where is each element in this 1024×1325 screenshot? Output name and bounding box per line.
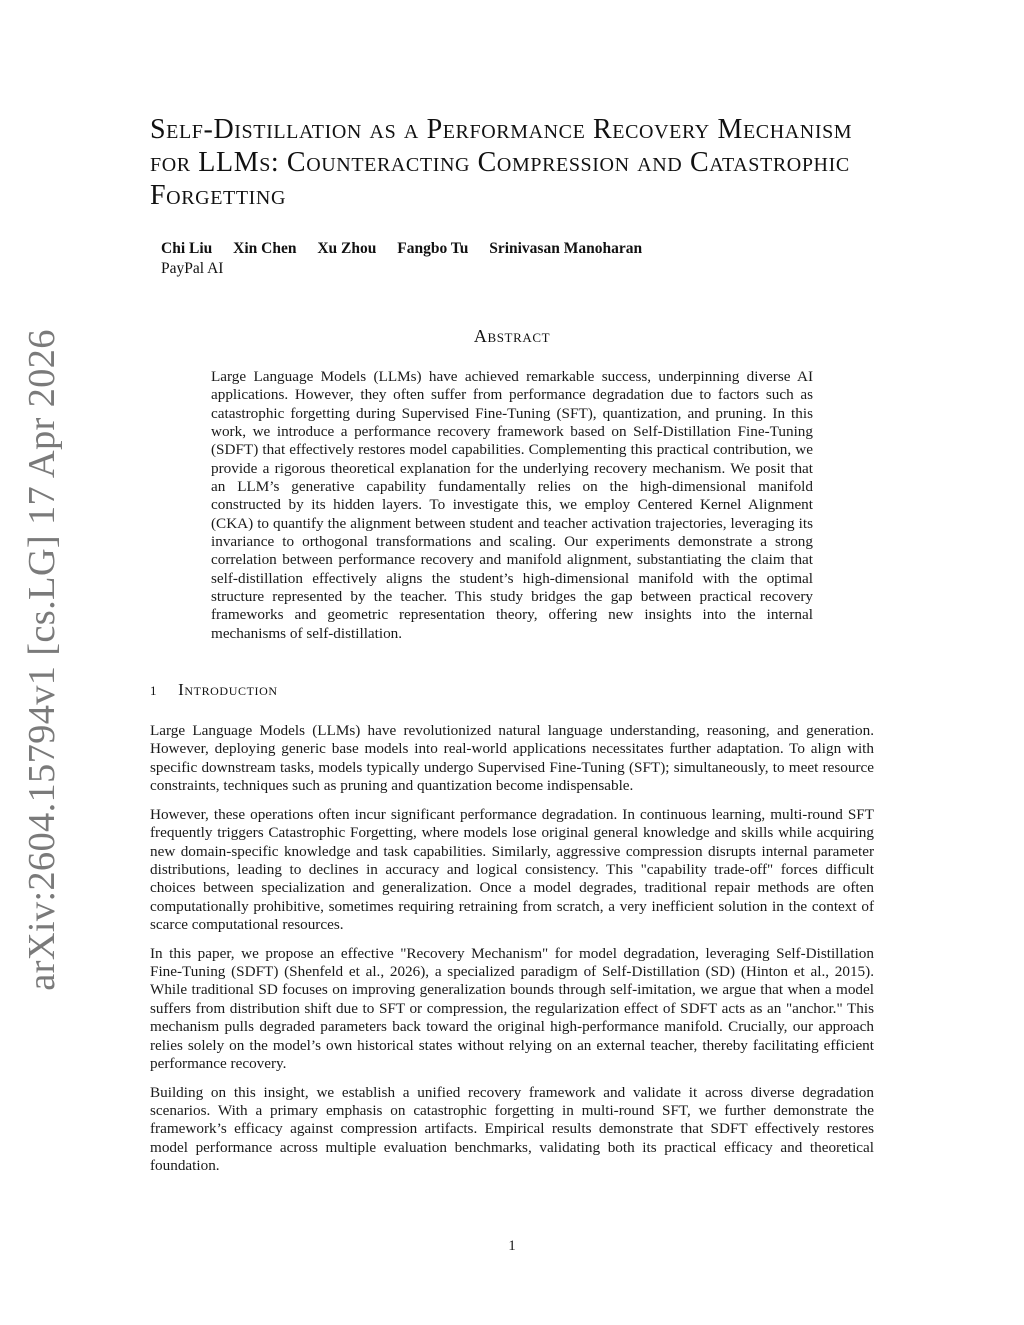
paragraph: However, these operations often incur significant performance degradation. In continuous learning, multi-round SFT frequently triggers Catastrophic Forgetting, where models lose original general knowledge and skills while acquiring new domain-specific knowledge and task capabilities. Similarly, aggressive compression disrupts internal parameter distributions, leading to declines in accuracy and logical consistency. This "capability trade-off" forces difficult choices between specialization and generalization. Once a model degrades, traditional repair methods are often computationally prohibitive, sometimes requiring retraining from scratch, a very inefficient solution in the context of scarce computational resources. bbox=[150, 805, 874, 933]
page-number: 1 bbox=[508, 1238, 516, 1254]
section-heading bbox=[150, 680, 278, 700]
paragraph: In this paper, we propose an effective "Recovery Mechanism" for model degradation, leveraging Self-Distillation Fine-Tuning (SDFT) (Shenfeld et al., 2026), a specialized paradigm of Self-Distillation (SD) (Hinton et al., 2015). While traditional SD focuses on improving generalization bounds through self-imitation, we argue that when a model suffers from distribution shift due to SFT or compression, the regularization effect of SDFT acts as an "anchor." This mechanism pulls degraded parameters back toward the original high-performance manifold. Crucially, our approach relies solely on the model’s own historical states without relying on an external teacher, thereby facilitating efficient performance recovery. bbox=[150, 944, 874, 1072]
arxiv-id: arXiv:2604.15794v1 [cs.LG] 17 Apr 2026 bbox=[21, 329, 63, 991]
author-name: Xin Chen bbox=[233, 240, 297, 257]
author-name: Chi Liu bbox=[161, 240, 213, 257]
paper-title: Self-Distillation as a Performance Recovery Mechanism for LLMs: Counteracting Compression and Catastrophic Forgetting bbox=[150, 114, 853, 211]
paragraph: Large Language Models (LLMs) have revolutionized natural language understanding, reasoning, and generation. However, deploying generic base models into real-world applications necessitates further adaptation. To align with specific downstream tasks, models typically undergo Supervised Fine-Tuning (SFT); simultaneously, to meet resource constraints, techniques such as pruning and quantization become indispensable. bbox=[150, 722, 874, 795]
author-name: Srinivasan Manoharan bbox=[489, 240, 643, 257]
affiliation: PayPal AI bbox=[161, 260, 224, 277]
section-body bbox=[150, 722, 874, 1186]
arxiv-watermark bbox=[0, 0, 70, 1325]
section-title: Introduction bbox=[178, 680, 278, 699]
abstract-heading: Abstract bbox=[473, 326, 551, 346]
author-name: Xu Zhou bbox=[317, 240, 377, 257]
abstract-text: Large Language Models (LLMs) have achieved remarkable success, underpinning diverse AI applications. However, they often suffer from performance degradation due to factors such as catastrophic forgetting during Supervised Fine-Tuning (SFT), quantization, and pruning. In this work, we introduce a performance recovery framework based on Self-Distillation Fine-Tuning (SDFT) that effectively restores model capabilities. Complementing this practical contribution, we provide a rigorous theoretical explanation for the underlying recovery mechanism. We posit that an LLM’s generative capability fundamentally relies on the high-dimensional manifold constructed by its hidden layers. To investigate this, we employ Centered Kernel Alignment (CKA) to quantify the alignment between student and teacher activation trajectories, leveraging its invariance to orthogonal transformations and scaling. Our experiments demonstrate a strong correlation between performance recovery and manifold alignment, substantiating the claim that self-distillation effectively aligns the student’s high-dimensional manifold with the optimal structure represented by the teacher. This study bridges the gap between practical recovery frameworks and geometric representation theory, offering new insights into the internal mechanisms of self-distillation. bbox=[211, 368, 813, 642]
author-name: Fangbo Tu bbox=[397, 240, 469, 257]
paragraph: Building on this insight, we establish a unified recovery framework and validate it across diverse degradation scenarios. With a primary emphasis on catastrophic forgetting in multi-round SFT, we further demonstrate the framework’s efficacy against compression artifacts. Empirical results demonstrate that SDFT effectively restores model performance across multiple evaluation benchmarks, validating both its practical efficacy and theoretical foundation. bbox=[150, 1083, 874, 1175]
section-number: 1 bbox=[150, 683, 158, 698]
author-list bbox=[161, 240, 659, 258]
